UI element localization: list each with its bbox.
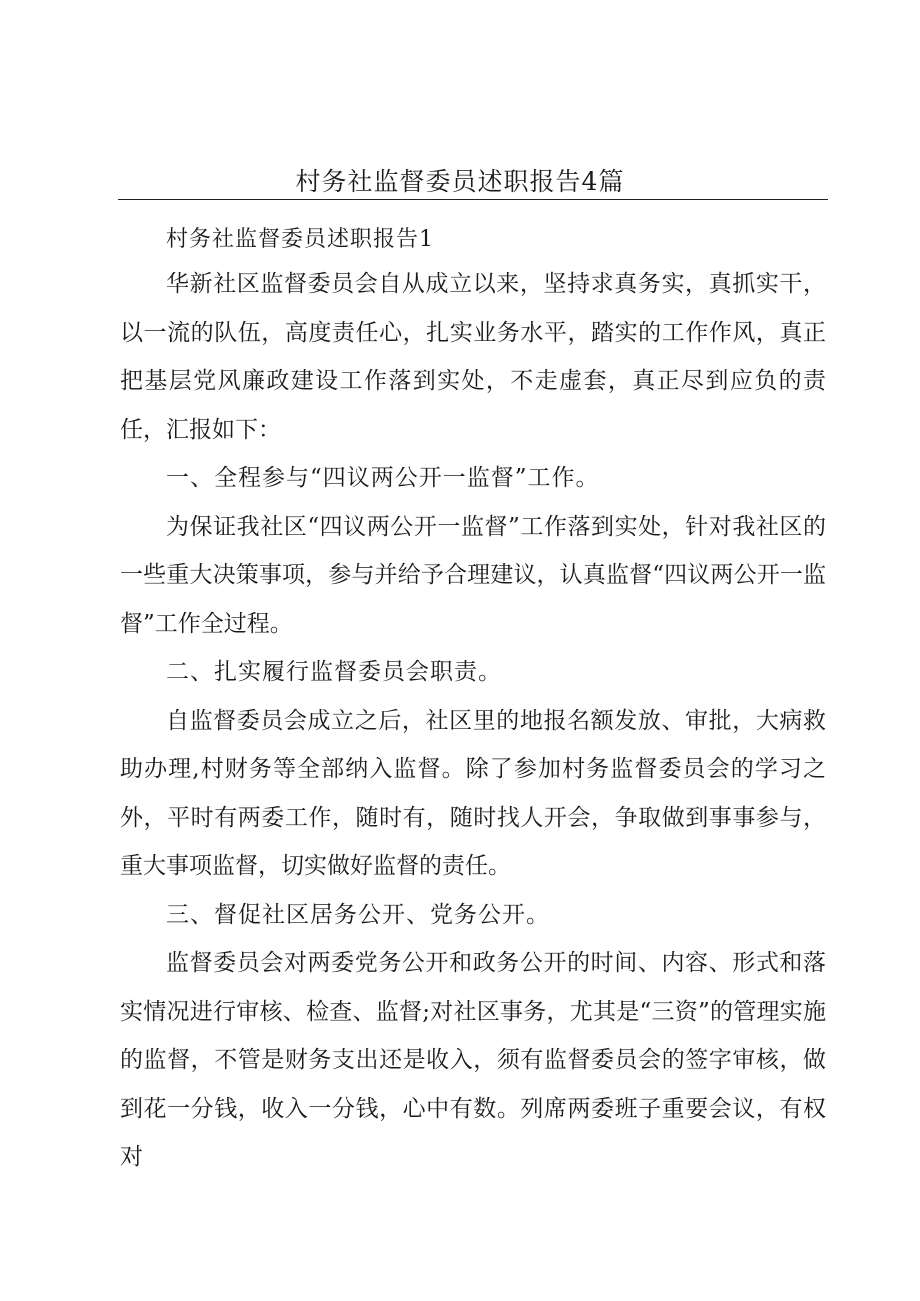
section-heading-1: 一、全程参与“四议两公开一监督”工作。 [166,465,600,491]
report-subtitle: 村务社监督委员述职报告1 [166,227,434,252]
paragraph-section-3: 监督委员会对两委党务公开和政务公开的时间、内容、形式和落实情况进行审核、检查、监督;对社区事务，尤其是“三资”的管理实施的监督，不管是财务支出还是收入，须有监督委员会的签字审核，做到花一分钱，收入一分钱，心中有数。列席两委班子重要会议，有权对 [120,950,826,1170]
paragraph-section-2: 自监督委员会成立之后，社区里的地报名额发放、审批，大病救助办理,村财务等全部纳入监督。除了参加村务监督委员会的学习之外，平时有两委工作，随时有，随时找人开会，争取做到事事参与，重大事项监督，切实做好监督的责任。 [120,707,826,879]
document-title: 村务社监督委员述职报告4篇 [295,167,625,196]
document-body [120,224,826,1182]
paragraph-intro: 华新社区监督委员会自从成立以来，坚持求真务实，真抓实干，以一流的队伍，高度责任心，扎实业务水平，踏实的工作作风，真正把基层党风廉政建设工作落到实处，不走虚套，真正尽到应负的责任，汇报如下： [120,271,826,443]
section-heading-2: 二、扎实履行监督委员会职责。 [166,659,502,685]
paragraph-section-1: 为保证我社区“四议两公开一监督”工作落到实处，针对我社区的一些重大决策事项，参与并给予合理建议，认真监督“四议两公开一监督”工作全过程。 [120,513,826,637]
title-underline-divider [118,199,828,200]
section-heading-3: 三、督促社区居务公开、党务公开。 [166,901,550,928]
